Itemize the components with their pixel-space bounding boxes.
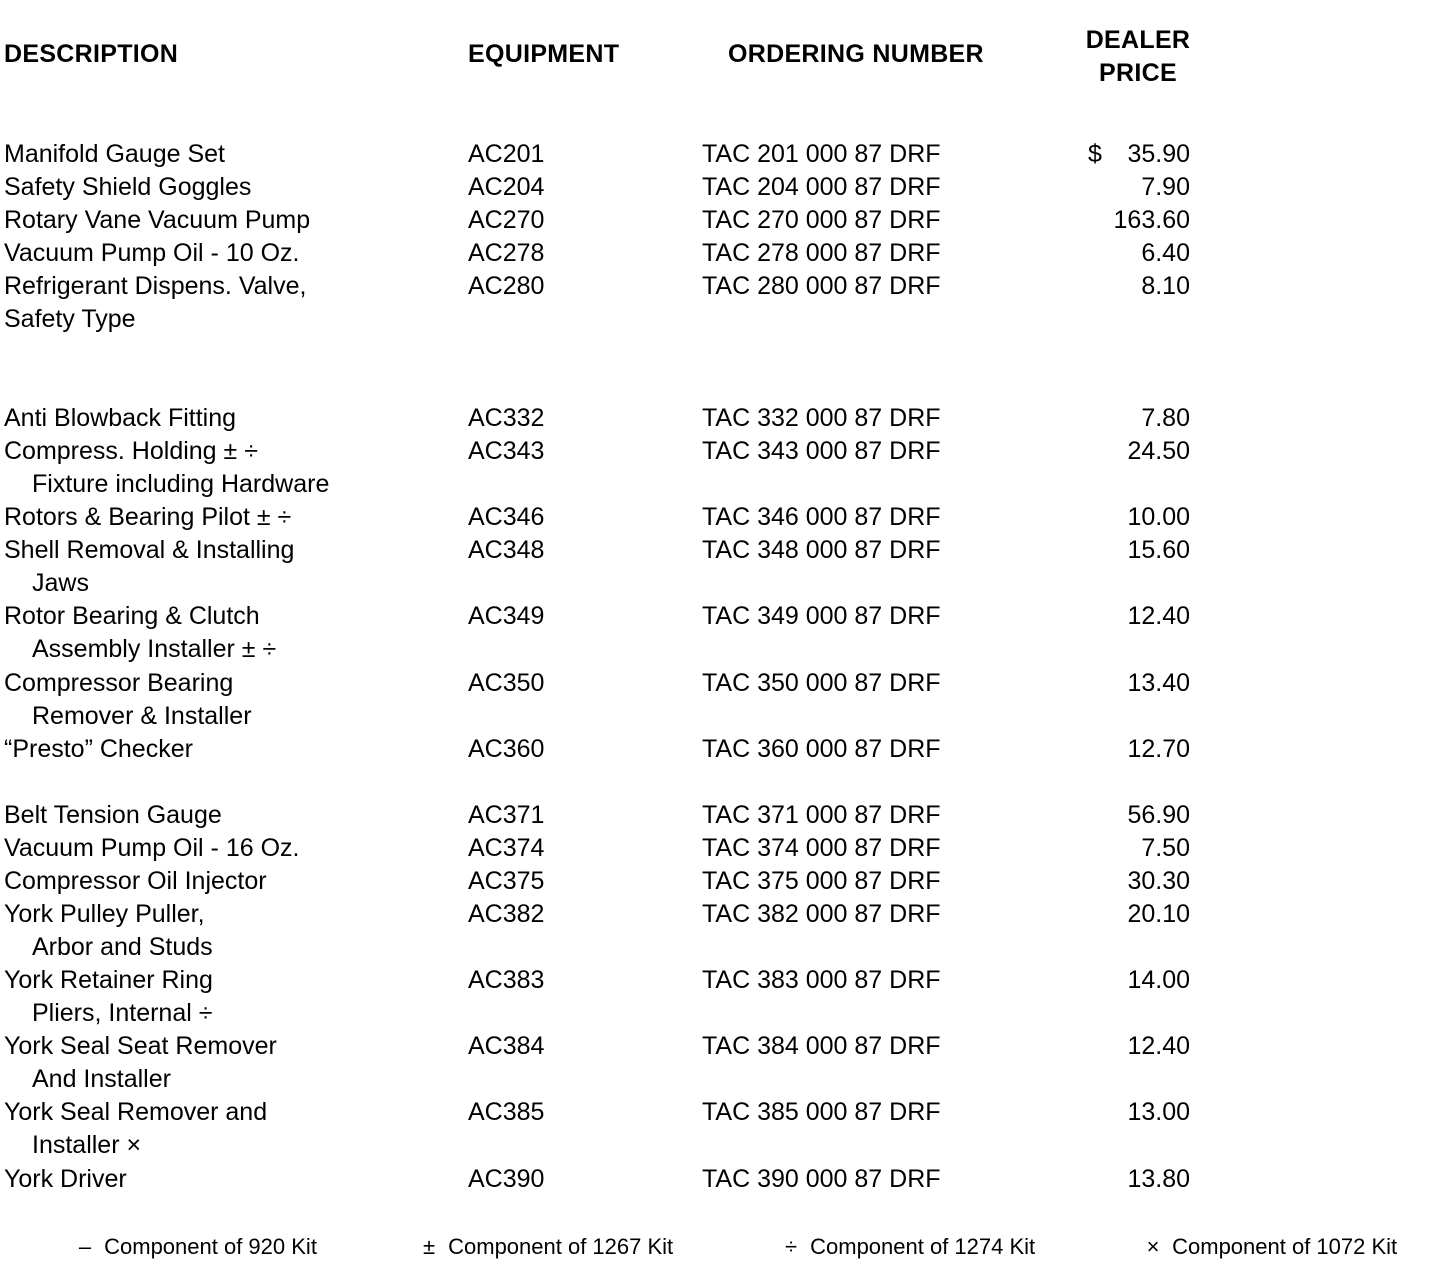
table-row [0,270,1456,336]
description-line-1: Compressor Bearing [4,669,234,697]
ordering-number-cell: TAC 383 000 87 DRF [702,966,941,994]
description-cell [4,898,444,964]
legend-item [416,1232,673,1262]
price-value: 7.90 [1141,173,1190,201]
header-dealer-price-line1: DEALER [1085,26,1191,54]
description-cell [4,270,444,336]
description-line-2: Installer × [32,1131,142,1159]
dealer-price-cell [1040,667,1190,700]
equipment-cell: AC382 [468,900,545,928]
price-value: 13.00 [1127,1098,1190,1126]
header-description: DESCRIPTION [4,40,179,68]
dealer-price-cell [1040,534,1190,567]
equipment-cell: AC375 [468,867,545,895]
ordering-number-cell: TAC 375 000 87 DRF [702,867,941,895]
equipment-cell: AC348 [468,536,545,564]
dealer-price-cell [1040,171,1190,204]
equipment-cell: AC332 [468,404,545,432]
ordering-number-cell: TAC 382 000 87 DRF [702,900,941,928]
description-cell [4,600,444,666]
description-line-1: Rotary Vane Vacuum Pump [4,206,311,234]
description-line-1: York Retainer Ring [4,966,213,994]
description-cell [4,534,444,600]
description-line-2: And Installer [32,1065,171,1093]
ordering-number-cell: TAC 343 000 87 DRF [702,437,941,465]
dealer-price-cell [1040,733,1190,766]
dealer-price-cell [1040,964,1190,997]
ordering-number-cell: TAC 350 000 87 DRF [702,669,941,697]
price-value: 35.90 [1127,140,1190,168]
description-cell [4,733,444,766]
price-value: 7.80 [1141,404,1190,432]
ordering-number-cell: TAC 280 000 87 DRF [702,272,941,300]
ordering-number-cell: TAC 278 000 87 DRF [702,239,941,267]
dealer-price-cell [1040,1030,1190,1063]
price-value: 12.40 [1127,1032,1190,1060]
dealer-price-cell [1040,600,1190,633]
ordering-number-cell: TAC 346 000 87 DRF [702,503,941,531]
description-line-1: Rotor Bearing & Clutch [4,602,260,630]
dealer-price-cell [1040,270,1190,303]
description-line-1: Shell Removal & Installing [4,536,295,564]
description-line-1: Vacuum Pump Oil - 16 Oz. [4,834,300,862]
legend-item [1140,1232,1397,1262]
ordering-number-cell: TAC 349 000 87 DRF [702,602,941,630]
legend-symbol: – [78,1234,92,1259]
dealer-price-cell [1040,865,1190,898]
description-cell [4,171,444,204]
dealer-price-cell [1040,204,1190,237]
description-cell [4,204,444,237]
ordering-number-cell: TAC 390 000 87 DRF [702,1165,941,1193]
equipment-cell: AC278 [468,239,545,267]
ordering-number-cell: TAC 371 000 87 DRF [702,801,941,829]
ordering-number-cell: TAC 360 000 87 DRF [702,735,941,763]
header-dealer-price [1058,24,1218,90]
legend-item [778,1232,1035,1262]
description-cell [4,667,444,733]
dealer-price-cell [1040,832,1190,865]
table-row [0,534,1456,600]
dealer-price-cell [1040,435,1190,468]
price-value: 7.50 [1141,834,1190,862]
ordering-number-cell: TAC 348 000 87 DRF [702,536,941,564]
description-line-1: Anti Blowback Fitting [4,404,237,432]
ordering-number-cell: TAC 374 000 87 DRF [702,834,941,862]
price-value: 20.10 [1127,900,1190,928]
price-value: 30.30 [1127,867,1190,895]
description-cell [4,435,444,501]
symbol-legend [0,1232,1456,1264]
description-line-1: Compressor Oil Injector [4,867,267,895]
legend-text: Component of 1274 Kit [810,1234,1036,1259]
equipment-cell: AC371 [468,801,545,829]
price-value: 10.00 [1127,503,1190,531]
description-line-1: Refrigerant Dispens. Valve, [4,272,307,300]
price-value: 8.10 [1141,272,1190,300]
description-cell [4,501,444,534]
equipment-cell: AC360 [468,735,545,763]
price-value: 163.60 [1113,206,1190,234]
description-cell [4,402,444,435]
ordering-number-cell: TAC 385 000 87 DRF [702,1098,941,1126]
description-line-1: Safety Shield Goggles [4,173,252,201]
table-row [0,1096,1456,1162]
description-line-2: Pliers, Internal ÷ [32,999,213,1027]
legend-text: Component of 1072 Kit [1172,1234,1398,1259]
table-row [0,600,1456,666]
description-cell [4,799,444,832]
equipment-cell: AC346 [468,503,545,531]
table-row [0,667,1456,733]
dealer-price-cell [1040,402,1190,435]
price-value: 15.60 [1127,536,1190,564]
legend-symbol: ÷ [784,1234,798,1259]
description-line-1: York Seal Seat Remover [4,1032,277,1060]
description-line-1: “Presto” Checker [4,735,193,763]
description-line-1: Rotors & Bearing Pilot ± ÷ [4,503,292,531]
description-line-2: Fixture including Hardware [32,470,330,498]
table-row [0,964,1456,1030]
ordering-number-cell: TAC 201 000 87 DRF [702,140,941,168]
description-cell [4,1030,444,1096]
header-equipment: EQUIPMENT [468,40,620,68]
description-line-1: York Pulley Puller, [4,900,205,928]
description-line-2: Assembly Installer ± ÷ [32,635,277,663]
price-value: 12.70 [1127,735,1190,763]
equipment-cell: AC390 [468,1165,545,1193]
equipment-cell: AC383 [468,966,545,994]
price-value: 13.80 [1127,1165,1190,1193]
price-value: 14.00 [1127,966,1190,994]
description-cell [4,865,444,898]
dealer-price-cell [1040,1096,1190,1129]
equipment-cell: AC280 [468,272,545,300]
equipment-cell: AC384 [468,1032,545,1060]
legend-symbol: ± [422,1234,436,1259]
description-line-1: Belt Tension Gauge [4,801,222,829]
description-cell [4,138,444,171]
equipment-cell: AC270 [468,206,545,234]
table-row [0,898,1456,964]
dealer-price-cell [1040,138,1190,171]
header-dealer-price-line2: PRICE [1099,59,1177,87]
ordering-number-cell: TAC 332 000 87 DRF [702,404,941,432]
price-value: 24.50 [1127,437,1190,465]
dealer-price-cell [1040,898,1190,931]
description-line-1: York Driver [4,1165,127,1193]
description-cell [4,832,444,865]
description-line-2: Remover & Installer [32,702,252,730]
header-ordering-number: ORDERING NUMBER [728,40,984,68]
description-cell [4,964,444,1030]
description-line-1: Compress. Holding ± ÷ [4,437,258,465]
legend-item [72,1232,317,1262]
dealer-price-cell [1040,501,1190,534]
ordering-number-cell: TAC 384 000 87 DRF [702,1032,941,1060]
equipment-cell: AC350 [468,669,545,697]
currency-symbol: $ [1088,140,1102,168]
dealer-price-cell [1040,1163,1190,1196]
price-value: 6.40 [1141,239,1190,267]
description-line-1: York Seal Remover and [4,1098,268,1126]
table-row [0,1030,1456,1096]
equipment-cell: AC201 [468,140,545,168]
table-row [0,733,1456,799]
price-value: 56.90 [1127,801,1190,829]
equipment-cell: AC349 [468,602,545,630]
price-value: 12.40 [1127,602,1190,630]
ordering-number-cell: TAC 270 000 87 DRF [702,206,941,234]
description-line-2: Safety Type [4,305,136,333]
description-cell [4,1096,444,1162]
table-row [0,1163,1456,1229]
price-value: 13.40 [1127,669,1190,697]
equipment-cell: AC374 [468,834,545,862]
equipment-cell: AC204 [468,173,545,201]
legend-text: Component of 920 Kit [104,1234,317,1259]
equipment-cell: AC343 [468,437,545,465]
description-line-2: Jaws [32,569,89,597]
ordering-number-cell: TAC 204 000 87 DRF [702,173,941,201]
table-row [0,435,1456,501]
equipment-cell: AC385 [468,1098,545,1126]
description-line-2: Arbor and Studs [32,933,213,961]
dealer-price-cell [1040,799,1190,832]
description-line-1: Vacuum Pump Oil - 10 Oz. [4,239,300,267]
description-cell [4,1163,444,1196]
dealer-price-cell [1040,237,1190,270]
legend-symbol: × [1146,1234,1160,1259]
description-line-1: Manifold Gauge Set [4,140,225,168]
legend-text: Component of 1267 Kit [448,1234,674,1259]
description-cell [4,237,444,270]
